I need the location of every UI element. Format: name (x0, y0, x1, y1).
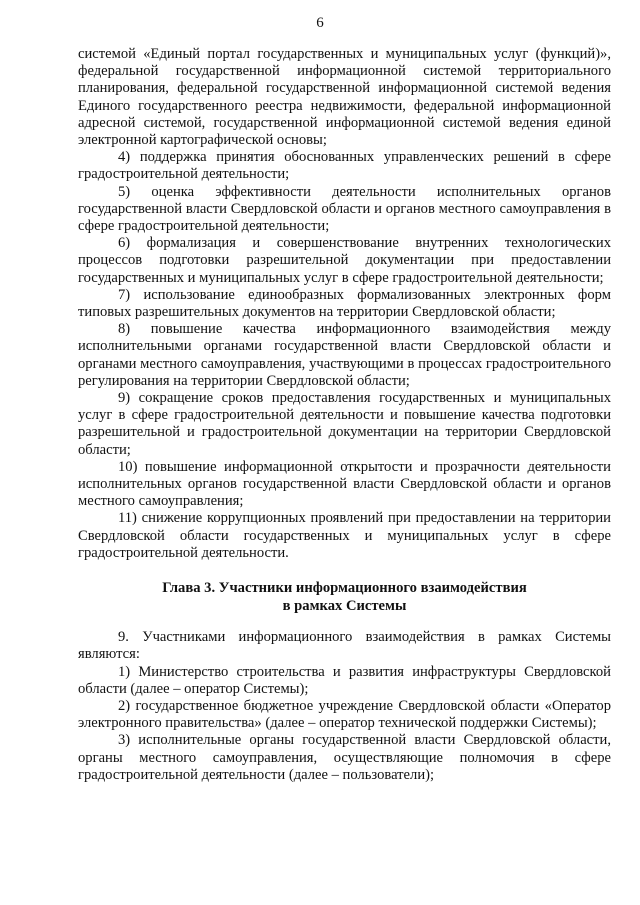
list-item-8: 8) повышение качества информационного взаимодействия между исполнительными органами государственной власти Свердловской области и органами местного самоуправления, участвующими в процессах градостроительного регулирования на территории Свердловской области; (78, 321, 611, 389)
chapter-heading-line-2: в рамках Системы (282, 597, 407, 614)
participant-item-2: 2) государственное бюджетное учреждение Свердловской области «Оператор электронного правительства» (далее – оператор технической поддержки Системы); (78, 697, 611, 732)
chapter-heading-line-1: Глава 3. Участники информационного взаимодействия (162, 580, 527, 597)
list-item-10: 10) повышение информационной открытости и прозрачности деятельности исполнительных органов государственной власти Свердловской области и органов местного самоуправления; (78, 458, 611, 510)
list-item-9: 9) сокращение сроков предоставления государственных и муниципальных услуг в сфере градостроительной деятельности и повышение качества подготовки разрешительной и градостроительной документации на территории Свердловской области; (78, 390, 611, 458)
list-item-11: 11) снижение коррупционных проявлений при предоставлении на территории Свердловской области государственных и муниципальных услуг в сфере градостроительной деятельности. (78, 510, 611, 561)
section-paragraph-9: 9. Участниками информационного взаимодействия в рамках Системы являются: (78, 629, 611, 663)
list-item-5: 5) оценка эффективности деятельности исполнительных органов государственной власти Свердловской области и органов местного самоуправления в сфере градостроительной деятельности; (78, 183, 611, 235)
list-item-7: 7) использование единообразных формализованных электронных форм типовых разрешительных документов на территории Свердловской области; (78, 286, 611, 321)
list-item-6: 6) формализация и совершенствование внутренних технологических процессов подготовки разрешительной документации при предоставлении государственных и муниципальных услуг в сфере градостроительной деятельности; (78, 235, 611, 286)
document-body (78, 46, 611, 784)
page-number: 6 (316, 15, 324, 31)
chapter-heading (78, 580, 611, 615)
participant-item-3: 3) исполнительные органы государственной власти Свердловской области, органы местного самоуправления, осуществляющие полномочия в сфере градостроительной деятельности (далее – пользователи); (78, 732, 611, 783)
participant-item-1: 1) Министерство строительства и развития инфраструктуры Свердловской области (далее – оператор Системы); (78, 663, 611, 697)
paragraph: системой «Единый портал государственных и муниципальных услуг (функций)», федеральной государственной информационной системой территориального планирования, федеральной государственной информационной системой ведения Единого государственного реестра недвижимости, федеральной информационной адресной системой, государственной информационной системой ведения единой электронной картографической основы; (78, 46, 611, 149)
list-item-4: 4) поддержка принятия обоснованных управленческих решений в сфере градостроительной деятельности; (78, 149, 611, 183)
